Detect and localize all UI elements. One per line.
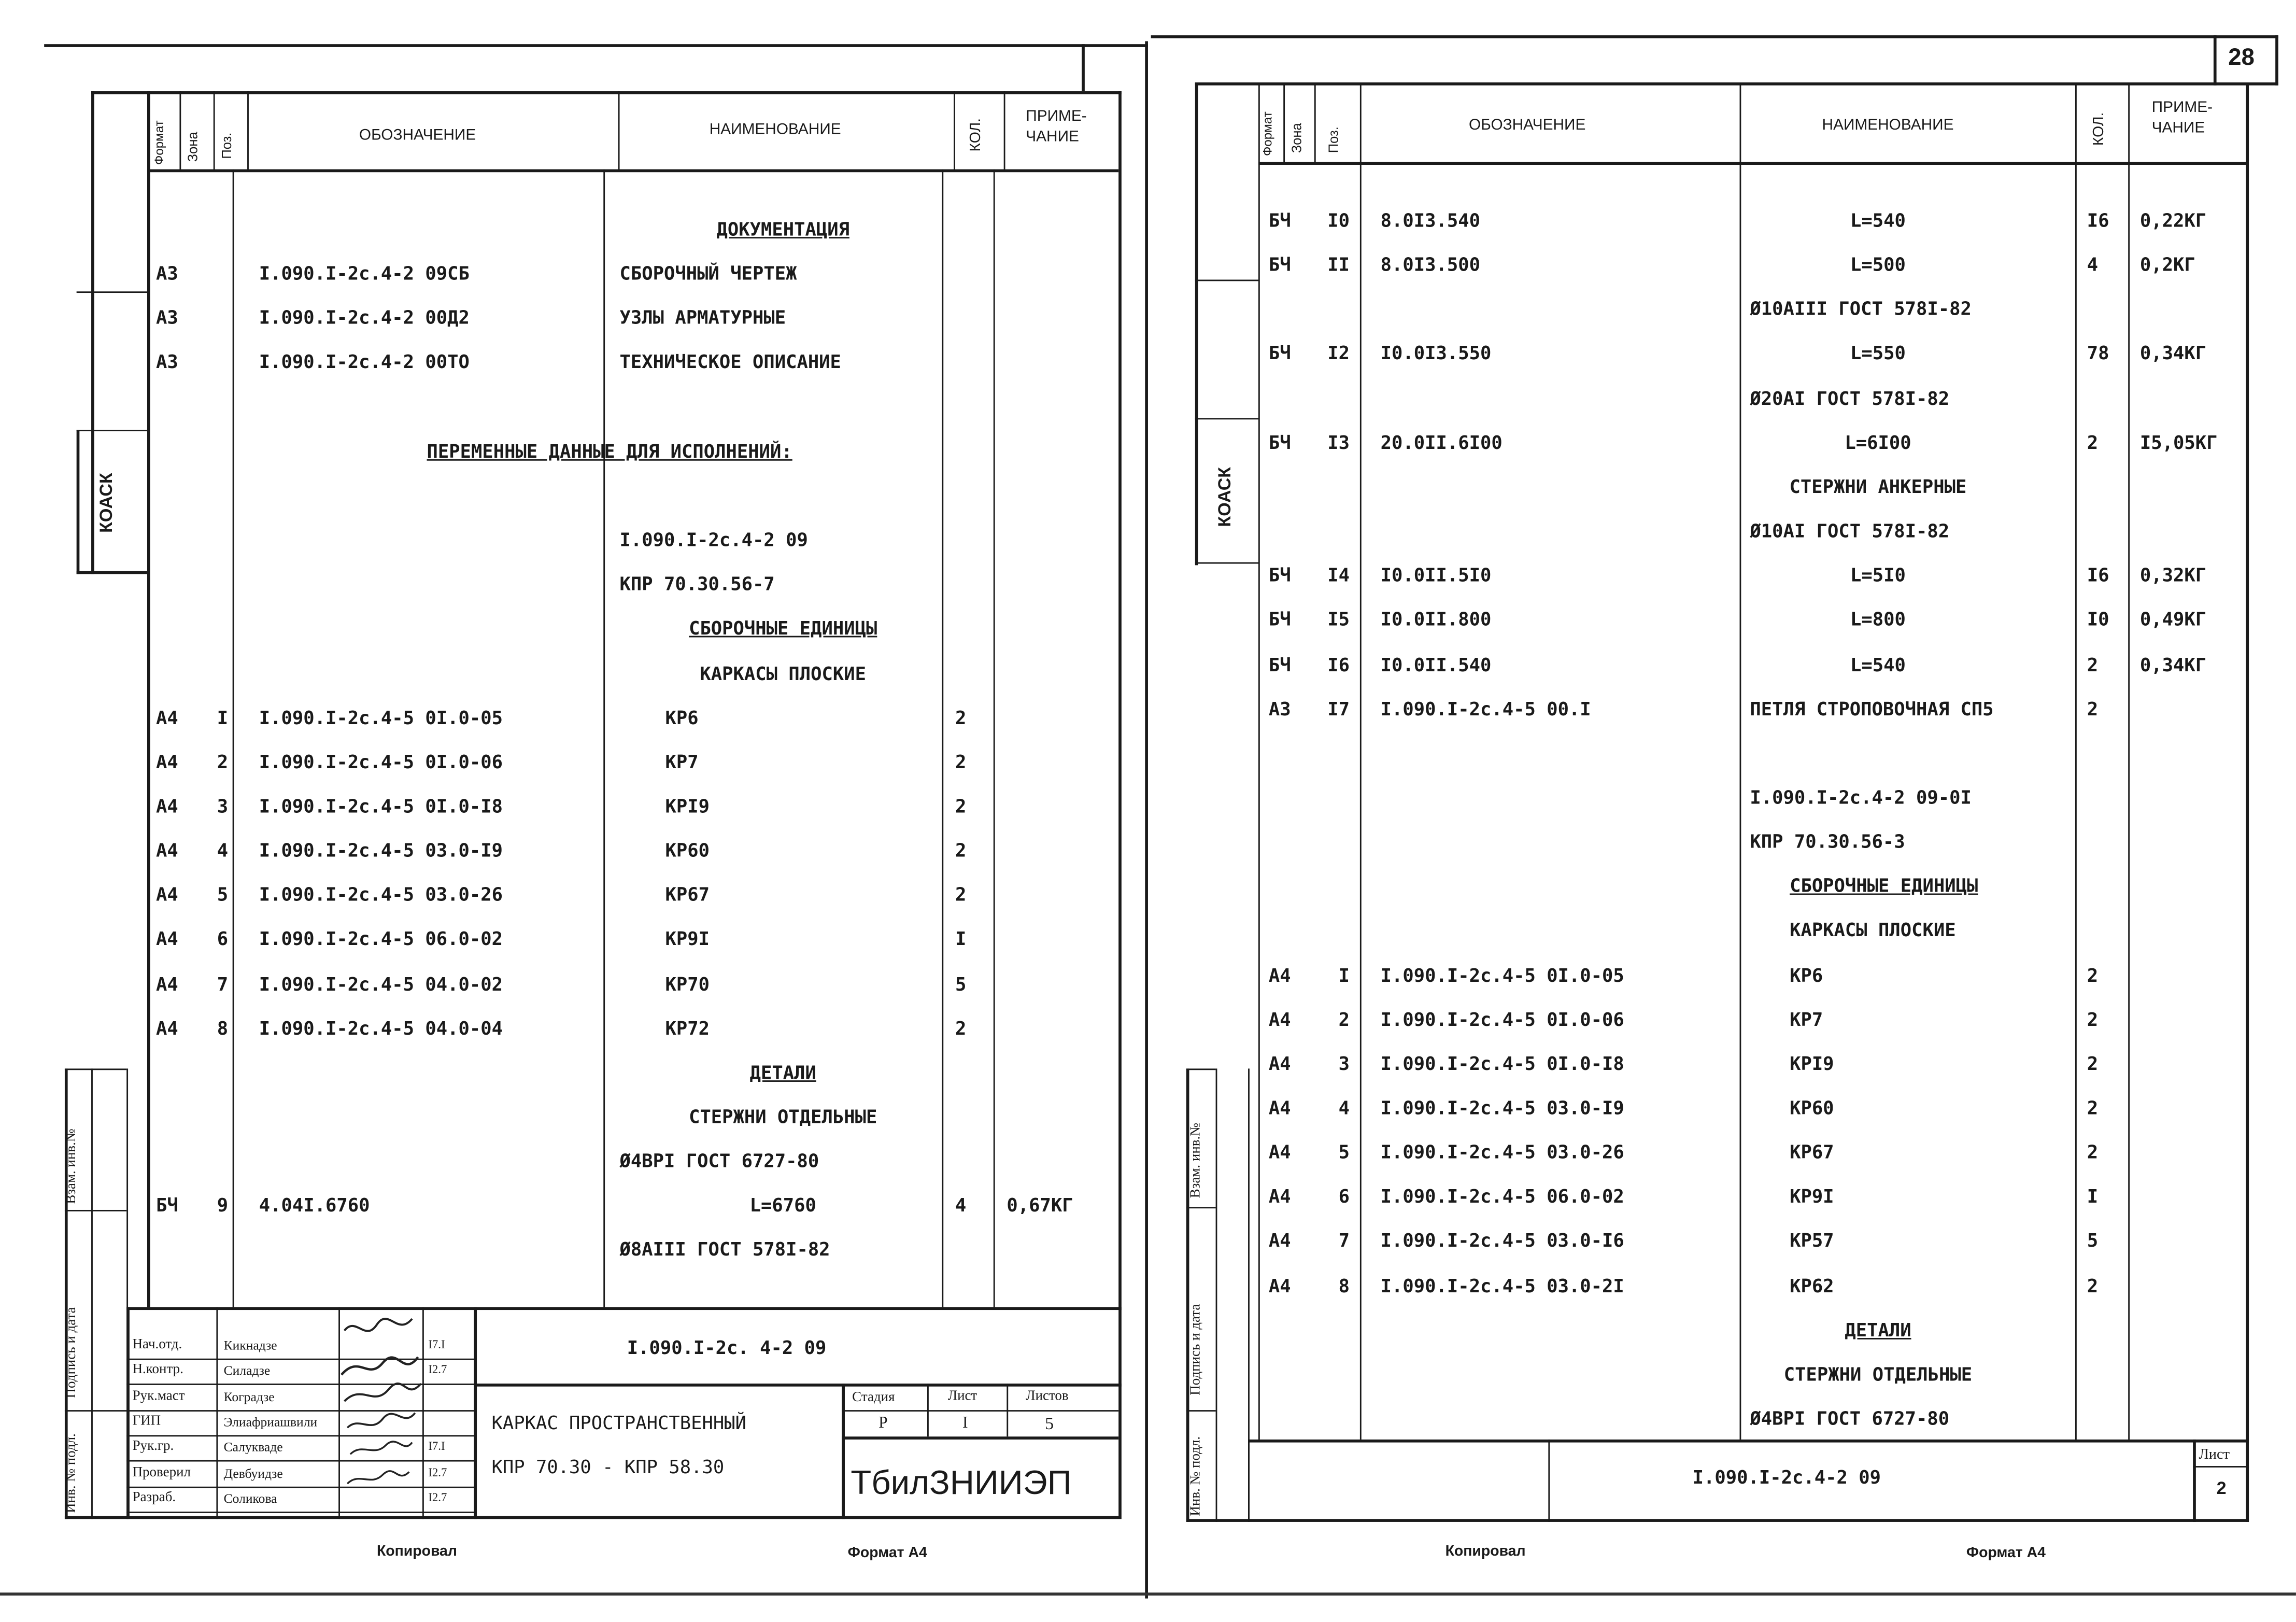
row-designation: I.090.I-2с.4-5 0I.0-06	[1380, 1008, 1624, 1030]
row-name: КР7	[665, 750, 699, 773]
row-name: КР6	[1790, 963, 1823, 986]
signature-date: I2.7	[428, 1490, 447, 1504]
row-designation: I.090.I-2с.4-5 03.0-26	[259, 883, 503, 906]
row-name: СТЕРЖНИ ОТДЕЛЬНЫЕ	[1783, 1362, 1973, 1385]
row-position: II	[1327, 253, 1350, 276]
row-quantity: 2	[955, 839, 967, 862]
row-position: 7	[1338, 1230, 1350, 1252]
row-quantity: 2	[2087, 697, 2099, 720]
row-position: 7	[217, 972, 229, 995]
header-note-1-right: ПРИМЕ-	[2151, 98, 2213, 117]
row-format: А4	[156, 972, 178, 995]
row-designation: 8.0I3.500	[1380, 253, 1480, 276]
row-format: А4	[156, 1017, 178, 1039]
row-name: КР60	[1790, 1096, 1834, 1119]
row-quantity: 2	[2087, 653, 2099, 675]
row-designation: I0.0I3.550	[1380, 342, 1492, 364]
row-name: СБОРОЧНЫЕ ЕДИНИЦЫ	[1790, 875, 1978, 897]
row-designation: I.090.I-2с.4-5 0I.0-05	[259, 706, 503, 728]
row-position: 5	[1338, 1140, 1350, 1163]
row-name: ПЕТЛЯ СТРОПОВОЧНАЯ СП5	[1750, 697, 1994, 720]
header-designation: ОБОЗНАЧЕНИЕ	[359, 126, 476, 145]
row-note: 0,32КГ	[2139, 564, 2207, 586]
row-format: А4	[156, 706, 178, 728]
row-name: КР67	[665, 883, 710, 906]
row-name: КРI9	[665, 795, 710, 817]
header-note-2-right: ЧАНИЕ	[2151, 119, 2205, 137]
row-quantity: I6	[2087, 209, 2109, 231]
signature-role: Рук.гр.	[132, 1440, 174, 1455]
row-position: 2	[217, 750, 229, 773]
row-designation: I.090.I-2с.4-5 0I.0-06	[259, 750, 503, 773]
title-line-1: КАРКАС ПРОСТРАНСТВЕННЫЙ	[491, 1411, 746, 1434]
row-format: БЧ	[156, 1194, 178, 1217]
row-quantity: 4	[2087, 253, 2099, 276]
row-name: СБОРОЧНЫЕ ЕДИНИЦЫ	[689, 617, 877, 640]
signature-role: Разраб.	[132, 1490, 176, 1506]
title-block-code: I.090.I-2с. 4-2 09	[627, 1336, 827, 1359]
row-name: L=500	[1850, 253, 1906, 276]
row-designation: I.090.I-2с.4-2 00ТО	[259, 351, 470, 373]
header-pos-right: Поз.	[1326, 126, 1341, 153]
row-designation: I.090.I-2с.4-5 06.0-02	[259, 927, 503, 950]
row-name: КРI9	[1790, 1052, 1834, 1075]
row-format: БЧ	[1268, 653, 1291, 675]
row-note: 0,22КГ	[2139, 209, 2207, 231]
sheets-label: Листов	[1026, 1389, 1069, 1404]
row-designation: I.090.I-2с.4-5 03.0-I9	[259, 839, 503, 862]
row-quantity: 2	[2087, 1008, 2099, 1030]
row-designation: I.090.I-2с.4-5 0I.0-I8	[259, 795, 503, 817]
row-note: 0,49КГ	[2139, 608, 2207, 631]
row-format: А4	[1268, 1052, 1291, 1075]
row-format: А4	[1268, 1230, 1291, 1252]
row-name: КАРКАСЫ ПЛОСКИЕ	[700, 661, 867, 684]
koack-label: КОАСК	[95, 473, 117, 533]
row-format: А4	[1268, 1096, 1291, 1119]
row-designation: I.090.I-2с.4-2 00Д2	[259, 306, 470, 329]
row-name: I.090.I-2с.4-2 09-0I	[1750, 786, 1972, 808]
row-name: ТЕХНИЧЕСКОЕ ОПИСАНИЕ	[619, 351, 841, 373]
row-name: L=5I0	[1850, 564, 1906, 586]
header-zone-right: Зона	[1289, 123, 1304, 153]
row-quantity: 2	[2087, 1096, 2099, 1119]
stage-label: Стадия	[852, 1391, 895, 1406]
signature-role: Проверил	[132, 1465, 191, 1480]
signature-name: Элиафриашвили	[223, 1414, 318, 1429]
row-position: 2	[1338, 1008, 1350, 1030]
signature-date: I2.7	[428, 1465, 447, 1479]
row-name: СТЕРЖНИ ОТДЕЛЬНЫЕ	[689, 1105, 877, 1127]
row-note: 0,67КГ	[1007, 1194, 1073, 1217]
header-note-2: ЧАНИЕ	[1026, 128, 1079, 146]
row-designation: I.090.I-2с.4-5 04.0-04	[259, 1017, 503, 1039]
header-name-right: НАИМЕНОВАНИЕ	[1822, 116, 1954, 134]
row-quantity: 5	[955, 972, 967, 995]
row-quantity: 2	[955, 750, 967, 773]
header-designation-right: ОБОЗНАЧЕНИЕ	[1469, 116, 1586, 134]
row-position: 8	[217, 1017, 229, 1039]
row-name: КПР 70.30.56-3	[1750, 830, 1905, 853]
row-designation: I.090.I-2с.4-5 06.0-02	[1380, 1185, 1624, 1208]
sheets-value: 5	[1045, 1413, 1054, 1434]
signature-role: ГИП	[132, 1414, 161, 1429]
row-name: КР70	[665, 972, 710, 995]
row-format: А4	[156, 839, 178, 862]
row-position: I0	[1327, 209, 1350, 231]
row-format: БЧ	[1268, 564, 1291, 586]
footer-format-right: Формат А4	[1966, 1545, 2046, 1562]
row-format: А4	[1268, 1274, 1291, 1296]
row-name: L=550	[1850, 342, 1906, 364]
header-qty-right: КОЛ.	[2091, 112, 2108, 146]
sheet-label: Лист	[947, 1389, 977, 1404]
row-position: 8	[1338, 1274, 1350, 1296]
title-line-2: КПР 70.30 - КПР 58.30	[491, 1456, 725, 1478]
row-format: А4	[156, 927, 178, 950]
row-designation: I.090.I-2с.4-5 0I.0-I8	[1380, 1052, 1624, 1075]
row-name: L=6760	[749, 1194, 816, 1217]
header-format: Формат	[151, 120, 166, 165]
title-block-code-right: I.090.I-2с.4-2 09	[1692, 1466, 1881, 1488]
row-format: А4	[1268, 1008, 1291, 1030]
header-note-1: ПРИМЕ-	[1026, 107, 1087, 125]
row-name: Ø8АIII ГОСТ 578I-82	[619, 1238, 830, 1261]
row-name: L=540	[1850, 209, 1906, 231]
page-number: 28	[2228, 46, 2255, 71]
header-name: НАИМЕНОВАНИЕ	[709, 120, 841, 138]
header-format-right: Формат	[1259, 111, 1275, 156]
row-position: I4	[1327, 564, 1350, 586]
row-name: КР62	[1790, 1274, 1834, 1296]
row-quantity: 4	[955, 1194, 967, 1217]
row-name: КР67	[1790, 1140, 1834, 1163]
side-label-inv-right: Инв. № подл.	[1189, 1436, 1204, 1516]
side-label-vzam-right: Взам. инв.№	[1189, 1122, 1204, 1198]
row-designation: I.090.I-2с.4-5 04.0-02	[259, 972, 503, 995]
row-format: А3	[156, 262, 178, 285]
row-name: ДЕТАЛИ	[749, 1061, 816, 1083]
row-format: БЧ	[1268, 342, 1291, 364]
row-name: КР9I	[1790, 1185, 1834, 1208]
row-position: I5	[1327, 608, 1350, 631]
row-name: ДЕТАЛИ	[1845, 1318, 1911, 1341]
signature-name: Кикнадзе	[223, 1338, 277, 1353]
row-note: 0,2КГ	[2139, 253, 2195, 276]
row-note: I5,05КГ	[2139, 431, 2218, 453]
row-format: А4	[1268, 1185, 1291, 1208]
row-designation: I0.0II.5I0	[1380, 564, 1492, 586]
row-position: 3	[217, 795, 229, 817]
row-name: КР6	[665, 706, 699, 728]
row-name: СТЕРЖНИ АНКЕРНЫЕ	[1789, 475, 1967, 498]
signature-date: I7.I	[428, 1338, 445, 1351]
row-quantity: 2	[2087, 1052, 2099, 1075]
side-label-inv: Инв. № подл.	[64, 1433, 80, 1513]
row-quantity: 2	[2087, 431, 2099, 453]
row-quantity: 2	[955, 1017, 967, 1039]
row-quantity: I	[2087, 1185, 2099, 1208]
row-designation: 20.0II.6I00	[1380, 431, 1503, 453]
header-zone: Зона	[185, 132, 201, 162]
row-name: КР60	[665, 839, 710, 862]
side-label-podpis-right: Подпись и дата	[1189, 1304, 1204, 1395]
row-designation: I.090.I-2с.4-2 09СБ	[259, 262, 470, 285]
row-position: 4	[217, 839, 229, 862]
row-name: КР9I	[665, 927, 710, 950]
organization-name: ТбилЗНИИЭП	[851, 1463, 1072, 1502]
row-name: L=800	[1850, 608, 1906, 631]
row-name: I.090.I-2с.4-2 09	[619, 528, 808, 551]
row-name: УЗЛЫ АРМАТУРНЫЕ	[619, 306, 786, 329]
row-quantity: I0	[2087, 608, 2109, 631]
row-position: I2	[1327, 342, 1350, 364]
row-format: А4	[156, 750, 178, 773]
row-format: А3	[156, 306, 178, 329]
signature-role: Рук.маст	[132, 1389, 185, 1404]
row-designation: I0.0II.540	[1380, 653, 1492, 675]
row-format: А4	[156, 883, 178, 906]
sheet-value-right: 2	[2216, 1477, 2227, 1499]
row-name: Ø10АI ГОСТ 578I-82	[1750, 519, 1950, 542]
signature-name: Девбуидзе	[223, 1465, 283, 1480]
signature-name: Коградзе	[223, 1389, 275, 1404]
signature-name: Соликова	[223, 1490, 277, 1506]
row-position: 6	[217, 927, 229, 950]
header-pos: Поз.	[219, 132, 234, 159]
row-name: КАРКАСЫ ПЛОСКИЕ	[1790, 919, 1956, 941]
row-name: КР72	[665, 1017, 710, 1039]
row-quantity: I	[955, 927, 967, 950]
row-name: КПР 70.30.56-7	[619, 573, 775, 595]
row-name: Ø10АIII ГОСТ 578I-82	[1750, 298, 1972, 320]
row-format: А4	[156, 795, 178, 817]
row-quantity: 2	[2087, 1140, 2099, 1163]
variable-data-heading: ПЕРЕМЕННЫЕ ДАННЫЕ ДЛЯ ИСПОЛНЕНИЙ:	[427, 440, 792, 462]
row-name: КР57	[1790, 1230, 1834, 1252]
row-position: I7	[1327, 697, 1350, 720]
row-quantity: 2	[2087, 963, 2099, 986]
row-name: Ø4ВРI ГОСТ 6727-80	[619, 1149, 819, 1172]
side-label-podpis: Подпись и дата	[64, 1307, 80, 1399]
row-name: Ø4ВРI ГОСТ 6727-80	[1750, 1407, 1950, 1430]
row-quantity: 2	[955, 883, 967, 906]
header-qty: КОЛ.	[968, 118, 985, 152]
row-name: СБОРОЧНЫЙ ЧЕРТЕЖ	[619, 262, 797, 285]
footer-format: Формат А4	[847, 1545, 927, 1562]
row-format: А3	[156, 351, 178, 373]
row-position: I	[217, 706, 229, 728]
row-position: 4	[1338, 1096, 1350, 1119]
row-name: КР7	[1790, 1008, 1823, 1030]
row-quantity: 2	[2087, 1274, 2099, 1296]
row-position: I6	[1327, 653, 1350, 675]
row-designation: I.090.I-2с.4-5 03.0-26	[1380, 1140, 1624, 1163]
stage-value: Р	[878, 1414, 888, 1432]
row-format: БЧ	[1268, 209, 1291, 231]
row-note: 0,34КГ	[2139, 653, 2207, 675]
sheet-label-right: Лист	[2199, 1447, 2230, 1463]
row-quantity: 2	[955, 795, 967, 817]
footer-copied-right: Копировал	[1445, 1544, 1526, 1560]
row-format: А4	[1268, 1140, 1291, 1163]
row-format: А3	[1268, 697, 1291, 720]
koack-label-right: КОАСК	[1214, 467, 1235, 527]
row-quantity: 78	[2087, 342, 2109, 364]
row-name: L=540	[1850, 653, 1906, 675]
signature-name: Салукваде	[223, 1440, 283, 1455]
row-designation: I.090.I-2с.4-5 0I.0-05	[1380, 963, 1624, 986]
row-designation: 4.04I.6760	[259, 1194, 370, 1217]
signature-date: I7.I	[428, 1440, 445, 1454]
row-quantity: 5	[2087, 1230, 2099, 1252]
row-quantity: I6	[2087, 564, 2109, 586]
signature-role: Н.контр.	[132, 1363, 183, 1378]
signature-name: Силадзе	[223, 1363, 271, 1378]
row-designation: I.090.I-2с.4-5 00.I	[1380, 697, 1591, 720]
signature-role: Нач.отд.	[132, 1338, 182, 1353]
signature-date: I2.7	[428, 1363, 447, 1377]
row-name: L=6I00	[1845, 431, 1911, 453]
row-position: 6	[1338, 1185, 1350, 1208]
row-designation: I.090.I-2с.4-5 03.0-I6	[1380, 1230, 1624, 1252]
row-position: 9	[217, 1194, 229, 1217]
row-format: БЧ	[1268, 608, 1291, 631]
row-position: I	[1338, 963, 1350, 986]
sheet-value: I	[962, 1414, 968, 1432]
row-name: Ø20АI ГОСТ 578I-82	[1750, 386, 1950, 409]
row-format: БЧ	[1268, 431, 1291, 453]
row-format: А4	[1268, 963, 1291, 986]
row-designation: I.090.I-2с.4-5 03.0-I9	[1380, 1096, 1624, 1119]
row-name: ДОКУМЕНТАЦИЯ	[716, 218, 849, 240]
row-designation: I0.0II.800	[1380, 608, 1492, 631]
row-position: I3	[1327, 431, 1350, 453]
row-designation: 8.0I3.540	[1380, 209, 1480, 231]
side-label-vzam: Взам. инв.№	[64, 1129, 80, 1204]
row-position: 5	[217, 883, 229, 906]
footer-copied: Копировал	[376, 1544, 457, 1560]
row-position: 3	[1338, 1052, 1350, 1075]
row-designation: I.090.I-2с.4-5 03.0-2I	[1380, 1274, 1624, 1296]
row-quantity: 2	[955, 706, 967, 728]
row-format: БЧ	[1268, 253, 1291, 276]
row-note: 0,34КГ	[2139, 342, 2207, 364]
